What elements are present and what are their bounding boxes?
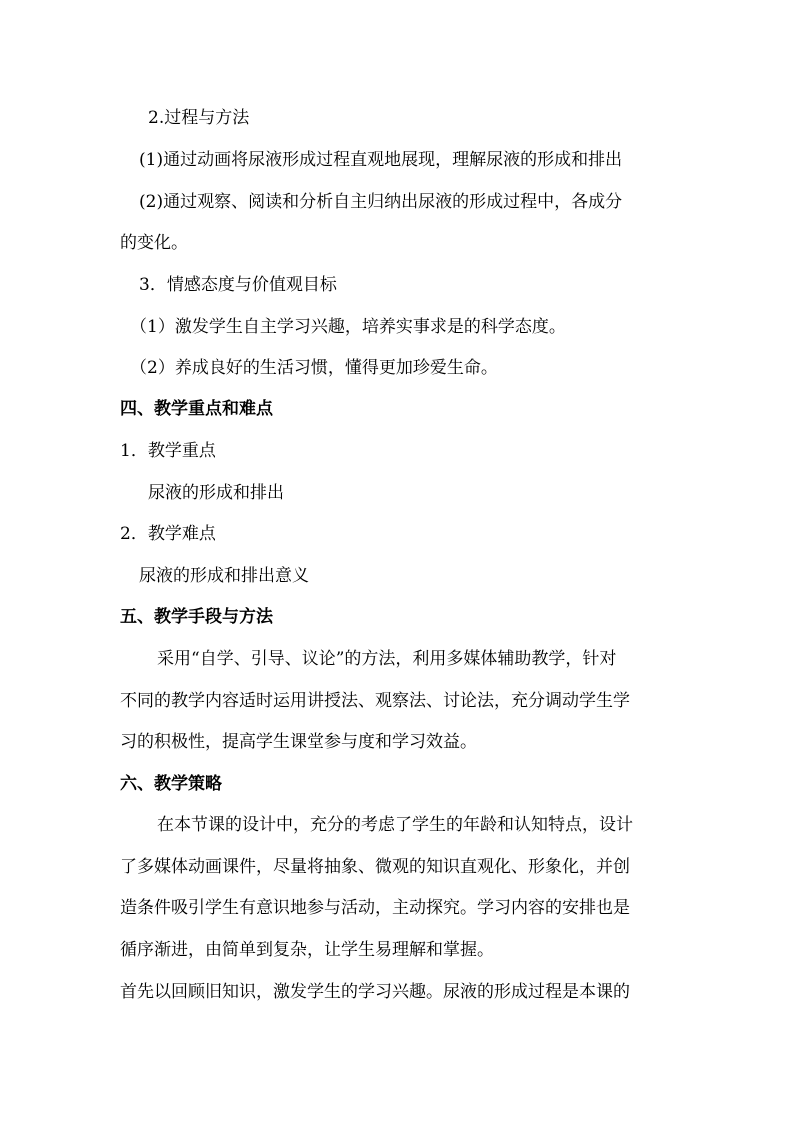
paragraph-line: 尿液的形成和排出 [148, 483, 284, 503]
section-heading: 四、教学重点和难点 [120, 399, 273, 419]
paragraph-line: 造条件吸引学生有意识地参与活动，主动探究。学习内容的安排也是 [120, 898, 630, 918]
subsection-heading: 2．教学难点 [120, 524, 216, 544]
section-heading: 六、教学策略 [120, 774, 222, 794]
subsection-heading: 2.过程与方法 [148, 108, 250, 128]
paragraph-line: 了多媒体动画课件，尽量将抽象、微观的知识直观化、形象化，并创 [120, 857, 630, 877]
list-item: (1)通过动画将尿液形成过程直观地展现，理解尿液的形成和排出 [139, 150, 623, 170]
paragraph-line: 首先以回顾旧知识，激发学生的学习兴趣。尿液的形成过程是本课的 [120, 982, 630, 1002]
list-item: （2）养成良好的生活习惯，懂得更加珍爱生命。 [130, 358, 498, 378]
section-heading: 五、教学手段与方法 [120, 607, 273, 627]
paragraph-line: 的变化。 [120, 233, 188, 253]
list-item: (2)通过观察、阅读和分析自主归纳出尿液的形成过程中，各成分 [139, 192, 623, 212]
paragraph-line: 尿液的形成和排出意义 [139, 566, 309, 586]
paragraph-line: 习的积极性，提高学生课堂参与度和学习效益。 [120, 732, 477, 752]
paragraph-line: 在本节课的设计中，充分的考虑了学生的年龄和认知特点，设计 [157, 815, 633, 835]
paragraph-line: 采用“自学、引导、议论”的方法，利用多媒体辅助教学，针对 [157, 649, 617, 669]
list-item: （1）激发学生自主学习兴趣，培养实事求是的科学态度。 [130, 317, 566, 337]
paragraph-line: 不同的教学内容适时运用讲授法、观察法、讨论法，充分调动学生学 [120, 691, 630, 711]
subsection-heading: 1．教学重点 [120, 441, 216, 461]
paragraph-line: 循序渐进，由简单到复杂，让学生易理解和掌握。 [120, 940, 494, 960]
subsection-heading: 3．情感态度与价值观目标 [139, 275, 337, 295]
